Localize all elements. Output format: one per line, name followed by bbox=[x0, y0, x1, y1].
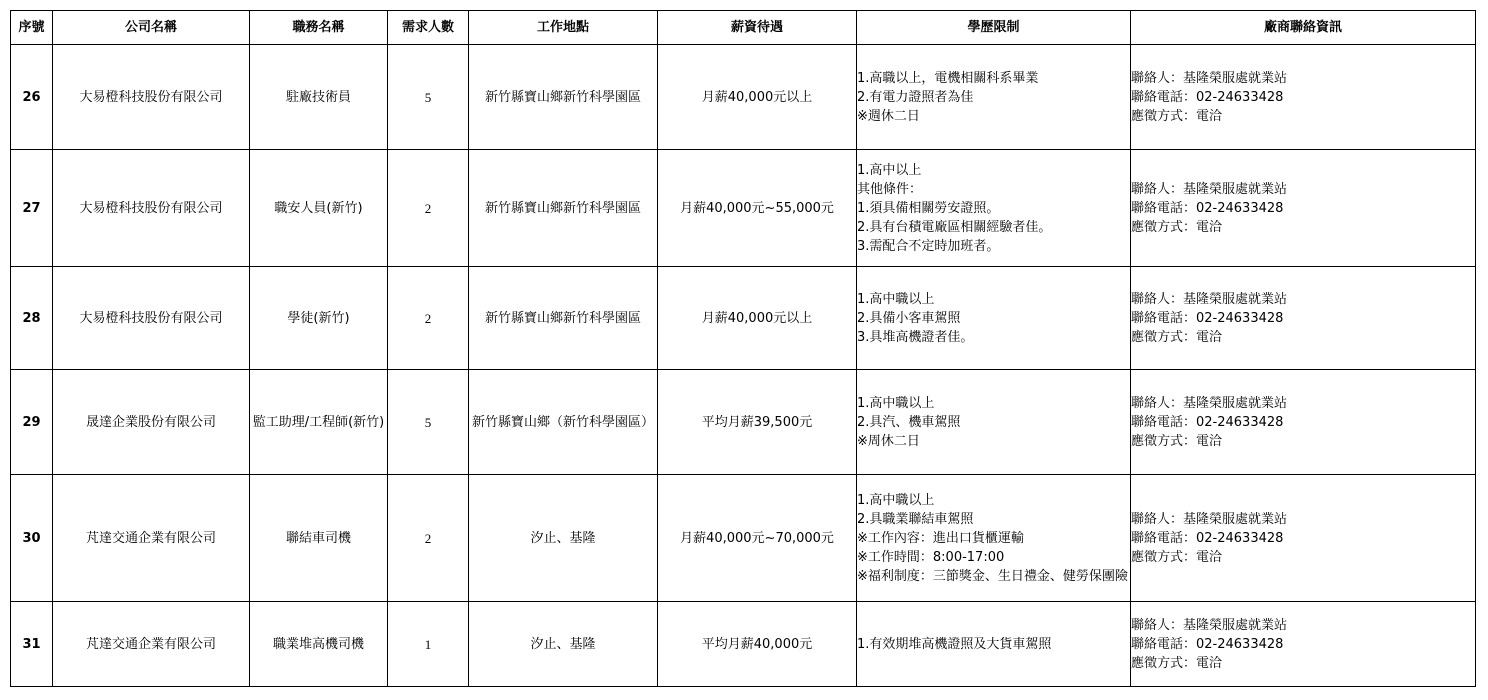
contact-phone: 聯絡電話：02-24633428 bbox=[1131, 310, 1284, 326]
cell-position: 駐廠技術員 bbox=[250, 45, 388, 150]
requirement-line: 1.高中以上 bbox=[857, 162, 922, 178]
requirement-line: ※周休二日 bbox=[857, 433, 920, 449]
contact-person: 聯絡人：基隆榮服處就業站 bbox=[1131, 70, 1288, 86]
cell-position: 監工助理/工程師(新竹) bbox=[250, 370, 388, 475]
cell-location: 汐止、基隆 bbox=[469, 475, 658, 602]
cell-requirements bbox=[857, 45, 1131, 150]
cell-salary: 月薪40,000元以上 bbox=[658, 267, 857, 370]
cell-company: 大易橙科技股份有限公司 bbox=[53, 45, 250, 150]
requirement-line: 1.高職以上，電機相關科系畢業 bbox=[857, 70, 1039, 86]
contact-person: 聯絡人：基隆榮服處就業站 bbox=[1131, 617, 1288, 633]
cell-company: 大易橙科技股份有限公司 bbox=[53, 267, 250, 370]
cell-requirements bbox=[857, 475, 1131, 602]
cell-requirements bbox=[857, 267, 1131, 370]
cell-seq: 26 bbox=[11, 45, 53, 150]
contact-method: 應徵方式：電洽 bbox=[1131, 219, 1223, 235]
cell-position: 聯結車司機 bbox=[250, 475, 388, 602]
cell-position: 學徒(新竹) bbox=[250, 267, 388, 370]
requirement-line: 1.高中職以上 bbox=[857, 395, 935, 411]
cell-requirements bbox=[857, 150, 1131, 267]
cell-seq: 31 bbox=[11, 602, 53, 687]
table-row bbox=[11, 602, 1476, 687]
header-location: 工作地點 bbox=[469, 11, 658, 45]
cell-seq: 29 bbox=[11, 370, 53, 475]
requirement-line: ※週休二日 bbox=[857, 108, 920, 124]
requirement-line: 2.具職業聯結車駕照 bbox=[857, 511, 974, 527]
cell-company: 芃達交通企業有限公司 bbox=[53, 602, 250, 687]
requirement-line: 1.高中職以上 bbox=[857, 492, 935, 508]
cell-location: 汐止、基隆 bbox=[469, 602, 658, 687]
requirement-line: 2.具汽、機車駕照 bbox=[857, 414, 961, 430]
cell-position: 職業堆高機司機 bbox=[250, 602, 388, 687]
cell-salary: 月薪40,000元~70,000元 bbox=[658, 475, 857, 602]
requirement-line: 3.具堆高機證者佳。 bbox=[857, 329, 974, 345]
contact-method: 應徵方式：電洽 bbox=[1131, 433, 1223, 449]
header-row bbox=[11, 11, 1476, 45]
cell-salary: 平均月薪39,500元 bbox=[658, 370, 857, 475]
requirement-line: ※福利制度：三節獎金、生日禮金、健勞保團險 bbox=[857, 568, 1128, 584]
cell-position: 職安人員(新竹) bbox=[250, 150, 388, 267]
header-requirements: 學歷限制 bbox=[857, 11, 1131, 45]
table-row bbox=[11, 150, 1476, 267]
contact-person: 聯絡人：基隆榮服處就業站 bbox=[1131, 181, 1288, 197]
header-salary: 薪資待遇 bbox=[658, 11, 857, 45]
table-row bbox=[11, 370, 1476, 475]
cell-seq: 28 bbox=[11, 267, 53, 370]
requirement-line: 2.有電力證照者為佳 bbox=[857, 89, 974, 105]
contact-method: 應徵方式：電洽 bbox=[1131, 655, 1223, 671]
requirement-line: 1.有效期堆高機證照及大貨車駕照 bbox=[857, 636, 1052, 652]
cell-salary: 月薪40,000元以上 bbox=[658, 45, 857, 150]
cell-location: 新竹縣寶山鄉新竹科學園區 bbox=[469, 267, 658, 370]
contact-person: 聯絡人：基隆榮服處就業站 bbox=[1131, 395, 1288, 411]
contact-person: 聯絡人：基隆榮服處就業站 bbox=[1131, 291, 1288, 307]
cell-contact bbox=[1131, 45, 1476, 150]
cell-location: 新竹縣寶山鄉新竹科學園區 bbox=[469, 45, 658, 150]
header-count: 需求人數 bbox=[388, 11, 469, 45]
cell-requirements bbox=[857, 370, 1131, 475]
contact-method: 應徵方式：電洽 bbox=[1131, 329, 1223, 345]
requirement-line: 2.具備小客車駕照 bbox=[857, 310, 961, 326]
job-listing-table bbox=[10, 10, 1476, 687]
cell-company: 芃達交通企業有限公司 bbox=[53, 475, 250, 602]
table-row bbox=[11, 267, 1476, 370]
cell-count: 2 bbox=[388, 475, 469, 602]
cell-salary: 月薪40,000元~55,000元 bbox=[658, 150, 857, 267]
cell-location: 新竹縣寶山鄉新竹科學園區 bbox=[469, 150, 658, 267]
header-company: 公司名稱 bbox=[53, 11, 250, 45]
cell-count: 2 bbox=[388, 267, 469, 370]
requirement-line: ※工作內容：進出口貨櫃運輸 bbox=[857, 530, 1024, 546]
table-row bbox=[11, 475, 1476, 602]
contact-phone: 聯絡電話：02-24633428 bbox=[1131, 530, 1284, 546]
cell-requirements bbox=[857, 602, 1131, 687]
cell-company: 大易橙科技股份有限公司 bbox=[53, 150, 250, 267]
contact-phone: 聯絡電話：02-24633428 bbox=[1131, 414, 1284, 430]
header-position: 職務名稱 bbox=[250, 11, 388, 45]
requirement-line: 其他條件： bbox=[857, 181, 923, 197]
header-seq: 序號 bbox=[11, 11, 53, 45]
header-contact: 廠商聯絡資訊 bbox=[1131, 11, 1476, 45]
cell-seq: 27 bbox=[11, 150, 53, 267]
cell-seq: 30 bbox=[11, 475, 53, 602]
cell-count: 1 bbox=[388, 602, 469, 687]
requirement-line: ※工作時間：8:00-17:00 bbox=[857, 549, 1005, 565]
cell-contact bbox=[1131, 475, 1476, 602]
cell-contact bbox=[1131, 267, 1476, 370]
cell-company: 晟達企業股份有限公司 bbox=[53, 370, 250, 475]
table-row bbox=[11, 45, 1476, 150]
cell-location: 新竹縣寶山鄉（新竹科學園區） bbox=[469, 370, 658, 475]
cell-count: 5 bbox=[388, 45, 469, 150]
cell-contact bbox=[1131, 370, 1476, 475]
cell-contact bbox=[1131, 602, 1476, 687]
requirement-line: 1.須具備相關勞安證照。 bbox=[857, 200, 1000, 216]
requirement-line: 2.具有台積電廠區相關經驗者佳。 bbox=[857, 219, 1052, 235]
contact-phone: 聯絡電話：02-24633428 bbox=[1131, 200, 1284, 216]
cell-contact bbox=[1131, 150, 1476, 267]
cell-count: 5 bbox=[388, 370, 469, 475]
contact-person: 聯絡人：基隆榮服處就業站 bbox=[1131, 511, 1288, 527]
contact-phone: 聯絡電話：02-24633428 bbox=[1131, 636, 1284, 652]
requirement-line: 3.需配合不定時加班者。 bbox=[857, 238, 1000, 254]
cell-count: 2 bbox=[388, 150, 469, 267]
contact-method: 應徵方式：電洽 bbox=[1131, 549, 1223, 565]
requirement-line: 1.高中職以上 bbox=[857, 291, 935, 307]
cell-salary: 平均月薪40,000元 bbox=[658, 602, 857, 687]
contact-method: 應徵方式：電洽 bbox=[1131, 108, 1223, 124]
contact-phone: 聯絡電話：02-24633428 bbox=[1131, 89, 1284, 105]
